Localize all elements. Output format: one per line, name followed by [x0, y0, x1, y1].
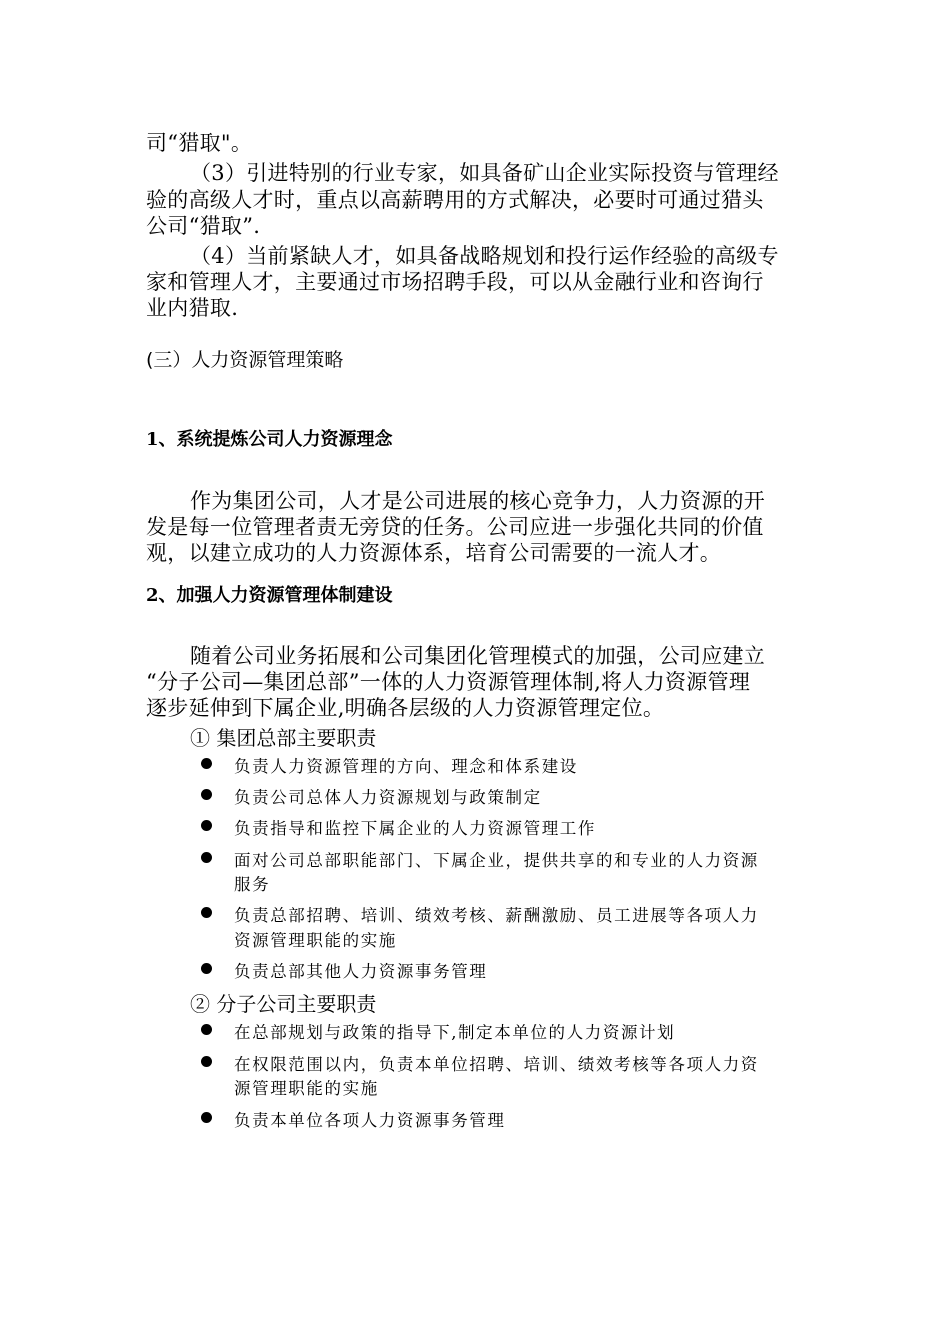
list-item: 在总部规划与政策的指导下,制定本单位的人力资源计划 [234, 1023, 676, 1042]
paragraph-line: 作为集团公司，人才是公司进展的核心竞争力，人力资源的开 [190, 489, 766, 513]
bullet-icon [201, 1024, 212, 1035]
subheading-hq-duties: ① 集团总部主要职责 [190, 726, 377, 750]
bullet-icon [201, 963, 212, 974]
list-item-continuation: 服务 [234, 875, 271, 894]
paragraph-line: 发是每一位管理者责无旁贷的任务。公司应进一步强化共同的价值 [146, 515, 764, 539]
paragraph-line: （3）引进特别的行业专家，如具备矿山企业实际投资与管理经 [190, 161, 779, 185]
paragraph-line: “分子公司—集团总部”一体的人力资源管理体制,将人力资源管理 [146, 670, 751, 694]
paragraph-line: 公司“猎取”. [146, 214, 261, 238]
bullet-icon [201, 820, 212, 831]
subheading-subsidiary-duties: ② 分子公司主要职责 [190, 992, 377, 1016]
list-item: 负责总部招聘、培训、绩效考核、薪酬激励、员工进展等各项人力 [234, 906, 759, 925]
paragraph-line: 司“猎取"。 [146, 131, 253, 155]
bullet-icon [201, 907, 212, 918]
paragraph-line: 逐步延伸到下属企业,明确各层级的人力资源管理定位。 [146, 696, 665, 720]
heading-1: 1、系统提炼公司人力资源理念 [146, 429, 393, 450]
list-item-continuation: 资源管理职能的实施 [234, 931, 397, 950]
bullet-icon [201, 1056, 212, 1067]
bullet-icon [201, 758, 212, 769]
list-item: 负责人力资源管理的方向、理念和体系建设 [234, 757, 578, 776]
paragraph-line: 家和管理人才，主要通过市场招聘手段，可以从金融行业和咨询行 [146, 270, 764, 294]
paragraph-line: （4）当前紧缺人才，如具备战略规划和投行运作经验的高级专 [190, 244, 779, 268]
list-item: 负责公司总体人力资源规划与政策制定 [234, 788, 542, 807]
bullet-icon [201, 1112, 212, 1123]
list-item: 面对公司总部职能部门、下属企业，提供共享的和专业的人力资源 [234, 851, 759, 870]
list-item: 负责指导和监控下属企业的人力资源管理工作 [234, 819, 596, 838]
paragraph-line: 观，以建立成功的人力资源体系，培育公司需要的一流人才。 [146, 541, 722, 565]
paragraph-line: 验的高级人才时，重点以高薪聘用的方式解决，必要时可通过猎头 [146, 188, 764, 212]
paragraph-line: 业内猎取. [146, 296, 239, 320]
list-item: 在权限范围以内，负责本单位招聘、培训、绩效考核等各项人力资 [234, 1055, 759, 1074]
list-item: 负责总部其他人力资源事务管理 [234, 962, 488, 981]
paragraph-line: 随着公司业务拓展和公司集团化管理模式的加强，公司应建立 [190, 644, 766, 668]
section-heading: (三）人力资源管理策略 [146, 349, 344, 371]
bullet-icon [201, 789, 212, 800]
list-item: 负责本单位各项人力资源事务管理 [234, 1111, 506, 1130]
heading-2: 2、加强人力资源管理体制建设 [146, 585, 393, 606]
bullet-icon [201, 852, 212, 863]
list-item-continuation: 源管理职能的实施 [234, 1079, 379, 1098]
